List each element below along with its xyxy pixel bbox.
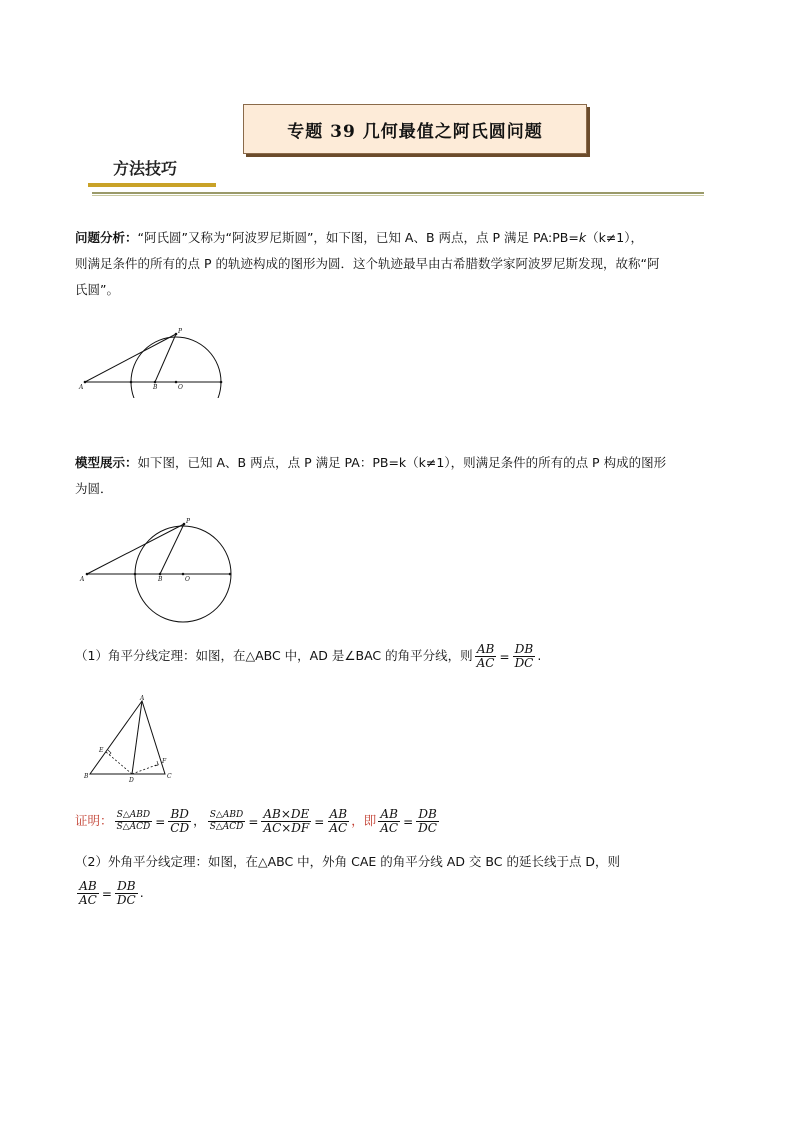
label-p: P [178,328,183,335]
tri-label-a: A [140,695,145,702]
analysis-paragraph [75,225,725,303]
theorem2-frac-db-dc: $\frac{DB}{DC}$ [116,879,136,907]
model-line1: 如下图，已知 A、B 两点，点 P 满足 PA：PB=k（k≠1），则满足条件的所有的点 P 构成的图形 [137,455,667,470]
model-line2: 为圆． [75,481,113,496]
model-label: 模型展示： [75,455,138,470]
label-a: A [79,384,84,391]
section-heading: 方法技巧 [113,159,178,178]
title-box [243,104,587,154]
proof-frac-ab-ac-2: $\frac{AB}{AC}$ [380,807,399,835]
proof-line: 证明： $\frac{\text{S△ABD}}{\text{S△ACD}}$ = $\frac{BD}{CD}$ ， $\frac{\text{S△ABD}}{\text{S△ACD}}$ = $\frac{AB\times DE}{AC\times DF}$ = $\frac{AB}{AC}$ ，即 $\frac{AB}{AC}$ = $\frac{DB}{DC}$ [75,807,437,835]
theorem1-frac-ab-ac: $\frac{AB}{AC}$ [476,642,495,670]
tri-label-c: C [167,773,172,780]
proof-frac-ab-ac: $\frac{AB}{AC}$ [329,807,348,835]
theorem2-text: （2）外角平分线定理：如图，在△ABC 中，外角 CAE 的角平分线 AD 交 BC 的延长线于点 D，则 [75,854,621,869]
divider-rule [92,192,704,194]
theorem2-frac-ab-ac: $\frac{AB}{AC}$ [79,879,97,907]
model-paragraph [75,450,725,502]
analysis-k: k [578,230,587,245]
apollonius-figure-2 [75,518,240,628]
proof-frac-db-dc: $\frac{DB}{DC}$ [418,807,437,835]
divider-rule-thin [92,195,704,196]
theorem1-line: （1）角平分线定理：如图，在△ABC 中，AD 是∠BAC 的角平分线，则 $\frac{AB}{AC}$ = $\frac{DB}{DC}$ . [75,642,542,670]
proof-frac-abde-acdf: $\frac{AB\times DE}{AC\times DF}$ [263,807,310,835]
tri-label-e: E [99,747,104,754]
proof-frac-s1: $\frac{\text{S△ABD}}{\text{S△ACD}}$ [116,810,151,832]
label-o: O [178,384,183,391]
tri-label-f: F [162,758,167,765]
label-o-2: O [185,576,190,583]
analysis-line2: 则满足条件的所有的点 P 的轨迹构成的图形为圆．这个轨迹最早由古希腊数学家阿波罗尼斯发现，故称“阿 [75,256,660,271]
tri-label-b: B [84,773,89,780]
heading-underline [88,183,216,187]
analysis-label: 问题分析： [75,230,138,245]
label-b: B [153,384,158,391]
apollonius-figure-1 [75,328,235,398]
proof-label: 证明： [75,813,113,828]
label-a-2: A [80,576,85,583]
label-b-2: B [158,576,163,583]
analysis-line3: 氏圆”。 [75,282,119,297]
angle-bisector-figure [78,693,178,783]
page-title: 专题 39 几何最值之阿氏圆问题 [287,121,543,142]
analysis-k-cond: （k≠1）， [586,230,643,245]
theorem1-text: （1）角平分线定理：如图，在△ABC 中，AD 是∠BAC 的角平分线，则 [75,648,473,663]
analysis-line1: “阿氏圆”又称为“阿波罗尼斯圆”，如下图，已知 A、B 两点，点 P 满足 PA:PB= [137,230,579,245]
label-p-2: P [186,518,191,525]
tri-label-d: D [129,777,134,783]
theorem2-formula: $\frac{AB}{AC}$ = $\frac{DB}{DC}$ . [79,879,144,907]
proof-frac-s2: $\frac{\text{S△ABD}}{\text{S△ACD}}$ [209,810,244,832]
theorem1-frac-db-dc: $\frac{DB}{DC}$ [514,642,534,670]
proof-frac-bd-cd: $\frac{BD}{CD}$ [170,807,190,835]
